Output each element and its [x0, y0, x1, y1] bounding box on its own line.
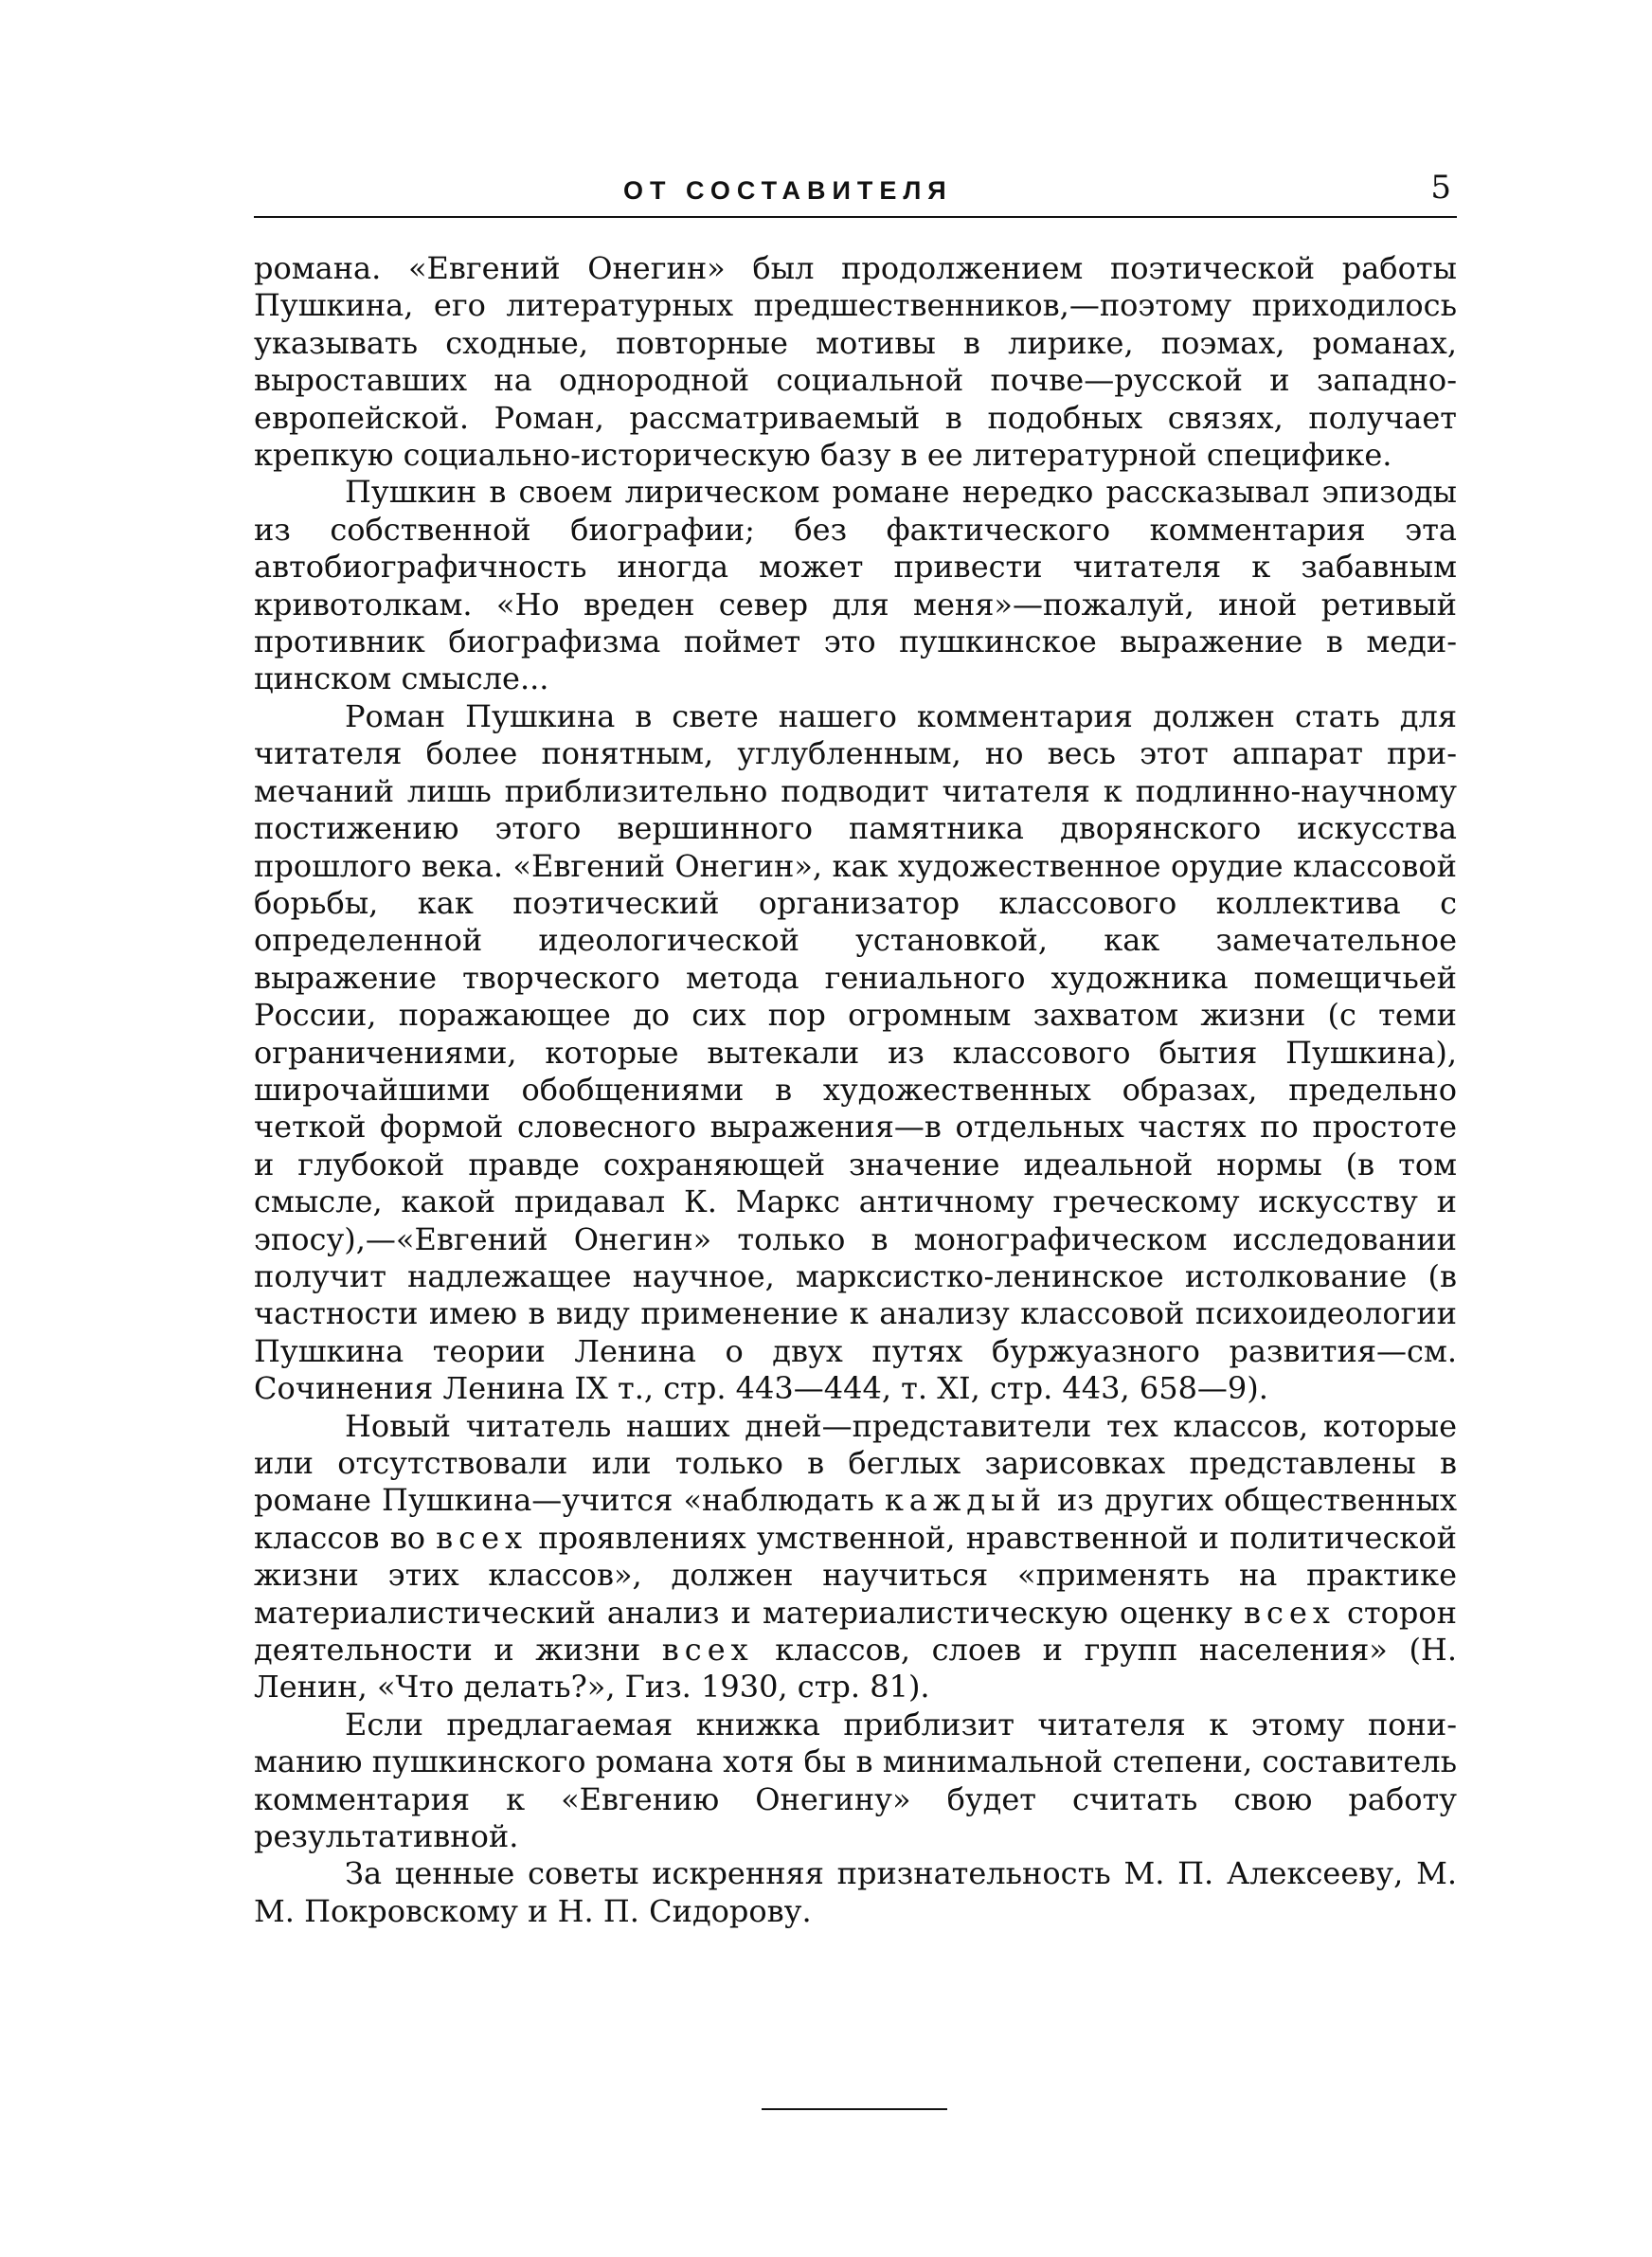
paragraph: Если предлагаемая книжка приблизит читателя к этому пониманию пушкинского романа хотя бы в минимальной степени, составитель комментария к «Евгению Онегину» будет считать свою работу результативной. [254, 1706, 1457, 1855]
running-title: ОТ СОСТАВИТЕЛЯ [623, 176, 953, 205]
body-text [254, 250, 1457, 1930]
text-run: Новый читатель наших дней—представители тех классов, которые или отсутствовали или только в беглых зарисовках представлены в романе Пушкина—учится «наблюдать [254, 1407, 1457, 1519]
paragraph [254, 1408, 1457, 1706]
end-rule [762, 2108, 947, 2110]
spaced-emphasis: каждый [884, 1482, 1047, 1519]
spaced-emphasis: всех [1244, 1594, 1336, 1631]
text-run: из других общественных классов во [254, 1482, 1457, 1556]
text-run: сторон деятельности и жизни [254, 1594, 1457, 1669]
spaced-emphasis: всех [661, 1632, 754, 1669]
paragraph: За ценные советы искренняя признательность М. П. Алексееву, М. М. Покровскому и Н. П. Сидорову. [254, 1855, 1457, 1929]
page-header [254, 169, 1457, 218]
spaced-emphasis: всех [436, 1519, 529, 1556]
text-run: классов, слоев и групп населения» (Н. Ленин, «Что делать?», Гиз. 1930, стр. 81). [254, 1632, 1458, 1706]
page-number: 5 [1430, 169, 1451, 207]
paragraph: романа. «Евгений Онегин» был продолжением поэтической работы Пушкина, его литературных предшественников,—поэтому приходилось указывать сходные, повторные мотивы в лирике, поэмах, романах, выроставших на однородной социальной почве—русской и западно-европейской. Роман, рассматриваемый в подобных связях, получает крепкую социально-историческую базу в ее литературной специфике. [254, 250, 1457, 474]
text-run: проявлениях умственной, нравственной и политической жизни этих классов», должен научиться «применять на практике материалистический анализ и материалистическую оценку [254, 1519, 1458, 1631]
paragraph: Пушкин в своем лирическом романе нередко рассказывал эпизоды из собственной биографии; без фактического комментария эта автобиографичность иногда может привести читателя к забавным кривотолкам. «Но вреден север для меня»—пожалуй, иной ретивый противник биографизма поймет это пушкинское выражение в медицинском смысле... [254, 474, 1457, 697]
paragraph: Роман Пушкина в свете нашего комментария должен стать для читателя более понятным, углубленным, но весь этот аппарат примечаний лишь приблизительно подводит читателя к подлинно-научному постижению этого вершинного памятника дворянского искусства прошлого века. «Евгений Онегин», как художественное орудие классовой борьбы, как поэтический организатор классового коллектива с определенной идеологической установкой, как замечательное выражение творческого метода гениального художника помещичьей России, поражающее до сих пор огромным захватом жизни (с теми ограничениями, которые вытекали из классового бытия Пушкина), широчайшими обобщениями в художественных образах, предельно четкой формой словесного выражения—в отдельных частях по простоте и глубокой правде сохраняющей значение идеальной нормы (в том смысле, какой придавал К. Маркс античному греческому искусству и эпосу),—«Евгений Онегин» только в монографическом исследовании получит надлежащее научное, марксистко-ленинское истолкование (в частности имею в виду применение к анализу классовой психоидеологии Пушкина теории Ленина о двух путях буржуазного развития—см. Сочинения Ленина IX т., стр. 443—444, т. XI, стр. 443, 658—9). [254, 697, 1457, 1407]
